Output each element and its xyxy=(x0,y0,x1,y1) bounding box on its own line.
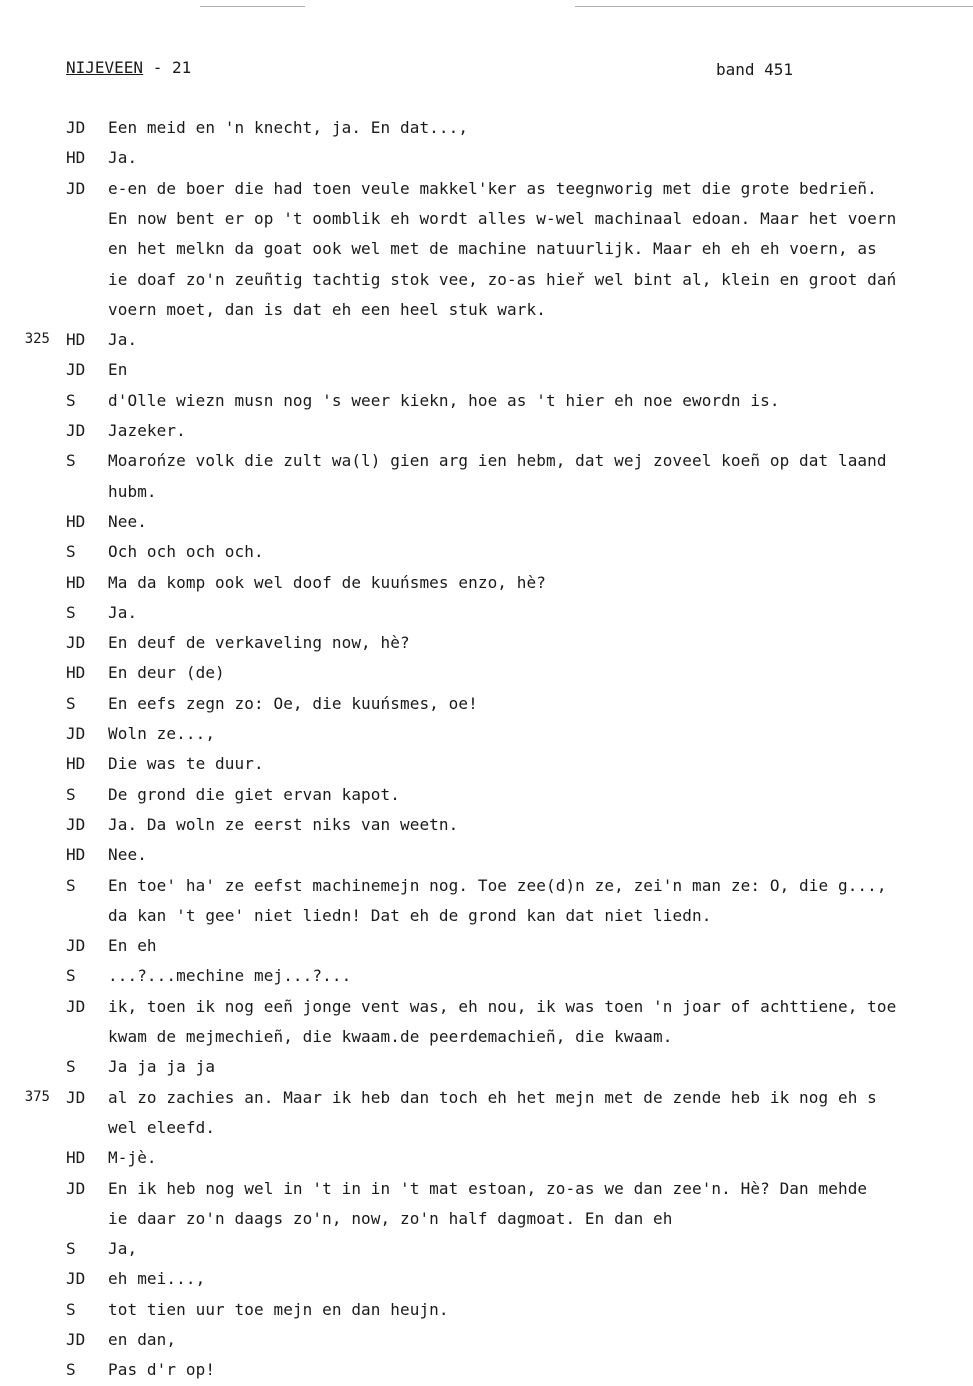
utterance-text: Moarońze volk die zult wa(l) gien arg ien hebm, dat wej zoveel koeñ op dat laand xyxy=(108,451,887,471)
speaker-label: JD xyxy=(66,724,86,743)
page-header-left xyxy=(66,58,191,77)
transcript-line xyxy=(0,599,973,629)
utterance-text: En eefs zegn zo: Oe, die kuuńsmes, oe! xyxy=(108,693,478,713)
band-label: band 451 xyxy=(716,60,794,79)
transcript-line xyxy=(0,781,973,811)
utterance-text: Ma da komp ook wel doof de kuuńsmes enzo, hè? xyxy=(108,572,546,592)
speaker-label: HD xyxy=(66,148,86,168)
speaker-label: S xyxy=(66,875,76,895)
transcript-line xyxy=(0,1144,973,1174)
transcript-line xyxy=(0,1114,973,1144)
utterance-text: Ja. xyxy=(108,330,138,350)
utterance-text: kwam de mejmechieñ, die kwaam.de peerdemachieñ, die kwaam. xyxy=(108,1027,673,1046)
speaker-label: S xyxy=(66,602,76,622)
transcript-line xyxy=(0,993,973,1023)
transcript-line xyxy=(0,690,973,720)
speaker-label: JD xyxy=(66,996,86,1016)
page-number: - 21 xyxy=(143,58,192,77)
top-rule-right xyxy=(575,6,973,7)
utterance-text: ie doaf zo'n zeuñtig tachtig stok vee, zo-as hieř wel bint al, klein en groot dań xyxy=(108,269,897,289)
transcript-line xyxy=(0,1265,973,1295)
speaker-label: HD xyxy=(66,754,86,774)
speaker-label: JD xyxy=(66,1178,86,1198)
utterance-text: ie daar zo'n daags zo'n, now, zo'n half dagmoat. En dan eh xyxy=(108,1208,673,1228)
utterance-text: Woln ze..., xyxy=(108,724,216,743)
utterance-text: En deur (de) xyxy=(108,663,225,683)
speaker-label: S xyxy=(66,1239,76,1259)
speaker-label: S xyxy=(66,966,76,986)
speaker-label: JD xyxy=(66,1330,86,1349)
utterance-text: Ja, xyxy=(108,1239,138,1259)
transcript-line xyxy=(0,1205,973,1235)
speaker-label: JD xyxy=(66,178,86,198)
transcript-line xyxy=(0,750,973,780)
transcript-line xyxy=(0,629,973,659)
utterance-text: De grond die giet ervan kapot. xyxy=(108,784,400,804)
speaker-label: S xyxy=(66,693,76,713)
utterance-text: Nee. xyxy=(108,511,147,531)
speaker-label: JD xyxy=(66,118,86,137)
transcript-line xyxy=(0,720,973,750)
speaker-label: S xyxy=(66,1299,76,1319)
utterance-text: Die was te duur. xyxy=(108,754,264,774)
transcript-line xyxy=(0,1326,973,1356)
transcript-line xyxy=(0,659,973,689)
transcript-line xyxy=(0,932,973,962)
utterance-text: En ik heb nog wel in 't in in 't mat estoan, zo-as we dan zee'n. Hè? Dan mehde xyxy=(108,1178,868,1198)
utterance-text: da kan 't gee' niet liedn! Dat eh de grond kan dat niet liedn. xyxy=(108,905,712,925)
utterance-text: Jazeker. xyxy=(108,421,186,440)
transcript-line xyxy=(0,1356,973,1386)
transcript-line xyxy=(0,326,973,356)
transcript-line xyxy=(0,538,973,568)
speaker-label: JD xyxy=(66,1087,86,1107)
utterance-text: Nee. xyxy=(108,845,147,865)
utterance-text: Ja. xyxy=(108,602,138,622)
transcript-line xyxy=(0,1053,973,1083)
utterance-text: En deuf de verkaveling now, hè? xyxy=(108,633,410,653)
speaker-label: HD xyxy=(66,330,86,350)
transcript-line xyxy=(0,841,973,871)
speaker-label: JD xyxy=(66,936,86,956)
utterance-text: en het melkn da goat ook wel met de machine natuurlijk. Maar eh eh eh voern, as xyxy=(108,239,877,259)
utterance-text: e-en de boer die had toen veule makkel'ker as teegnworig met die grote bedrieñ. xyxy=(108,178,877,198)
transcript-line xyxy=(0,1235,973,1265)
utterance-text: wel eleefd. xyxy=(108,1117,216,1137)
margin-counter: 375 xyxy=(24,1088,50,1105)
transcript-line xyxy=(0,205,973,235)
transcript-line xyxy=(0,296,973,326)
utterance-text: d'Olle wiezn musn nog 's weer kiekn, hoe as 't hier eh noe ewordn is. xyxy=(108,390,780,410)
speaker-label: HD xyxy=(66,511,86,531)
utterance-text: ...?...mechine mej...?... xyxy=(108,966,352,986)
transcript-line xyxy=(0,962,973,992)
transcript-line xyxy=(0,478,973,508)
utterance-text: Och och och och. xyxy=(108,542,264,562)
transcript-line xyxy=(0,508,973,538)
transcript-line xyxy=(0,447,973,477)
speaker-label: S xyxy=(66,390,76,410)
speaker-label: S xyxy=(66,784,76,804)
speaker-label: S xyxy=(66,1360,76,1380)
utterance-text: Ja ja ja ja xyxy=(108,1057,216,1077)
utterance-text: hubm. xyxy=(108,481,157,501)
transcript-line xyxy=(0,811,973,841)
transcript-line xyxy=(0,144,973,174)
speaker-label: S xyxy=(66,451,76,471)
utterance-text: M-jè. xyxy=(108,1148,157,1168)
margin-counter: 325 xyxy=(24,331,50,348)
transcript-line xyxy=(0,387,973,417)
speaker-label: JD xyxy=(66,814,86,834)
utterance-text: tot tien uur toe mejn en dan heujn. xyxy=(108,1299,449,1319)
transcript-line xyxy=(0,872,973,902)
utterance-text: En xyxy=(108,360,128,380)
transcript-line xyxy=(0,1084,973,1114)
transcript-line xyxy=(0,417,973,447)
speaker-label: JD xyxy=(66,421,86,440)
speaker-label: HD xyxy=(66,572,86,592)
transcript-line xyxy=(0,175,973,205)
speaker-label: JD xyxy=(66,1269,86,1289)
transcript-line xyxy=(0,569,973,599)
transcript-line xyxy=(0,266,973,296)
utterance-text: en dan, xyxy=(108,1330,177,1349)
speaker-label: S xyxy=(66,1057,76,1077)
transcript-line xyxy=(0,114,973,144)
utterance-text: voern moet, dan is dat eh een heel stuk wark. xyxy=(108,299,546,319)
utterance-text: Pas d'r op! xyxy=(108,1360,216,1380)
utterance-text: eh mei..., xyxy=(108,1269,206,1289)
speaker-label: JD xyxy=(66,633,86,653)
transcript-line xyxy=(0,1023,973,1053)
speaker-label: HD xyxy=(66,845,86,865)
speaker-label: JD xyxy=(66,360,86,380)
utterance-text: Een meid en 'n knecht, ja. En dat..., xyxy=(108,118,469,137)
place-name: NIJEVEEN xyxy=(66,58,144,77)
utterance-text: Ja. Da woln ze eerst niks van weetn. xyxy=(108,814,459,834)
utterance-text: En eh xyxy=(108,936,157,956)
transcript-line xyxy=(0,902,973,932)
speaker-label: HD xyxy=(66,1148,86,1168)
transcript-line xyxy=(0,1296,973,1326)
utterance-text: En now bent er op 't oomblik eh wordt alles w-wel machinaal edoan. Maar het voern xyxy=(108,208,897,228)
top-rule-left xyxy=(200,6,305,7)
speaker-label: HD xyxy=(66,663,86,683)
speaker-label: S xyxy=(66,542,76,562)
transcript-line xyxy=(0,235,973,265)
utterance-text: Ja. xyxy=(108,148,138,168)
utterance-text: En toe' ha' ze eefst machinemejn nog. Toe zee(d)n ze, zei'n man ze: O, die g..., xyxy=(108,875,887,895)
transcript-line xyxy=(0,356,973,386)
transcript-line xyxy=(0,1175,973,1205)
utterance-text: al zo zachies an. Maar ik heb dan toch eh het mejn met de zende heb ik nog eh s xyxy=(108,1087,877,1107)
utterance-text: ik, toen ik nog eeñ jonge vent was, eh nou, ik was toen 'n joar of achttiene, toe xyxy=(108,996,897,1016)
